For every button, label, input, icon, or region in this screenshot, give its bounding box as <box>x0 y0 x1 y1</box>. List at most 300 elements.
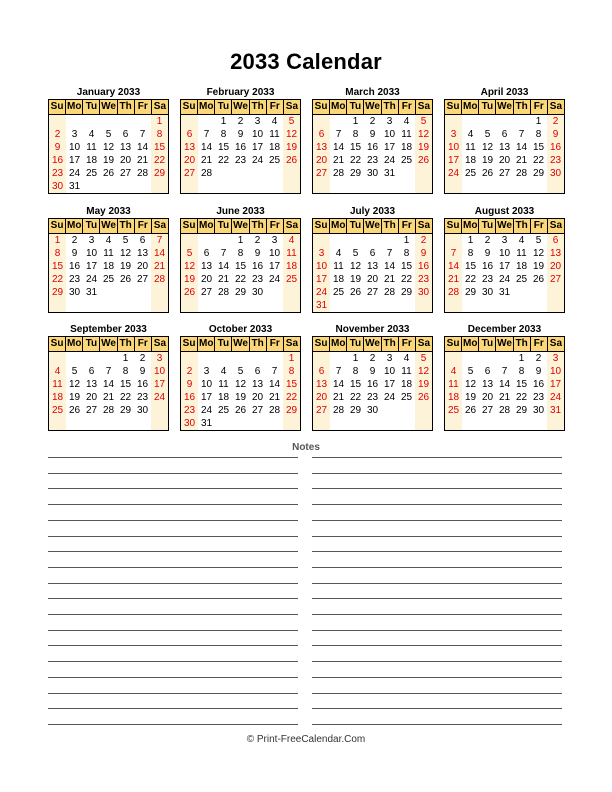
note-line[interactable] <box>312 473 562 474</box>
weekday-header: Su <box>182 220 196 231</box>
empty-day-cell <box>462 417 479 430</box>
day-cell: 4 <box>403 116 410 127</box>
day-cell: 4 <box>450 366 457 377</box>
weekday-header: Tu <box>346 219 363 233</box>
note-line[interactable] <box>312 645 562 646</box>
day-cell: 21 <box>498 392 511 403</box>
note-line[interactable] <box>48 677 298 678</box>
day-cell: 20 <box>183 155 196 166</box>
month-body <box>444 218 565 313</box>
empty-day-cell <box>547 180 564 193</box>
note-line[interactable] <box>48 693 298 694</box>
empty-day-cell <box>151 180 168 193</box>
day-cell: 31 <box>498 287 511 298</box>
note-line[interactable] <box>312 520 562 521</box>
weekday-header: We <box>365 101 380 112</box>
note-line[interactable] <box>312 630 562 631</box>
empty-day-cell <box>66 115 83 128</box>
day-cell: 26 <box>532 274 545 285</box>
empty-day-cell <box>381 417 398 430</box>
note-line[interactable] <box>312 488 562 489</box>
day-cell: 9 <box>535 366 542 377</box>
day-cell: 24 <box>498 274 511 285</box>
empty-day-cell <box>249 180 266 193</box>
empty-day-cell <box>462 352 479 365</box>
day-cell: 6 <box>484 366 491 377</box>
weekday-header: Sa <box>415 100 432 114</box>
day-cell: 22 <box>515 392 528 403</box>
empty-day-cell <box>364 180 381 193</box>
day-grid <box>49 115 168 193</box>
day-cell: 20 <box>251 392 264 403</box>
note-line[interactable] <box>48 473 298 474</box>
day-cell: 9 <box>369 366 376 377</box>
day-grid <box>313 234 432 312</box>
note-line[interactable] <box>312 614 562 615</box>
day-cell: 29 <box>515 405 528 416</box>
note-line[interactable] <box>48 536 298 537</box>
empty-day-cell <box>479 299 496 312</box>
empty-day-cell <box>151 404 168 417</box>
empty-day-cell <box>398 299 415 312</box>
day-cell: 13 <box>85 379 98 390</box>
day-cell: 7 <box>156 235 163 246</box>
day-cell: 22 <box>285 392 298 403</box>
day-cell: 21 <box>217 274 230 285</box>
empty-day-cell <box>513 115 530 128</box>
day-cell: 10 <box>549 366 562 377</box>
empty-day-cell <box>266 352 283 365</box>
empty-day-cell <box>381 180 398 193</box>
note-line[interactable] <box>48 488 298 489</box>
day-cell: 24 <box>251 155 264 166</box>
day-cell: 13 <box>315 379 328 390</box>
day-cell: 15 <box>464 261 477 272</box>
day-cell: 21 <box>153 261 166 272</box>
empty-day-cell <box>215 352 232 365</box>
empty-day-cell <box>100 115 117 128</box>
day-cell: 27 <box>481 405 494 416</box>
day-cell: 27 <box>366 287 379 298</box>
day-cell: 22 <box>349 155 362 166</box>
month-calendar <box>444 86 565 194</box>
day-cell: 25 <box>102 274 115 285</box>
month-title: August 2033 <box>474 206 535 217</box>
day-cell: 10 <box>153 366 166 377</box>
empty-day-cell <box>117 180 134 193</box>
weekday-header: Mo <box>462 338 478 349</box>
day-cell: 19 <box>481 155 494 166</box>
day-cell: 28 <box>268 405 281 416</box>
weekday-header: Su <box>50 101 64 112</box>
empty-day-cell <box>181 234 198 247</box>
note-line[interactable] <box>48 708 298 709</box>
empty-day-cell <box>49 417 66 430</box>
note-line[interactable] <box>312 536 562 537</box>
day-cell: 7 <box>335 366 342 377</box>
empty-day-cell <box>496 417 513 430</box>
day-cell: 22 <box>153 155 166 166</box>
day-cell: 26 <box>464 405 477 416</box>
empty-day-cell <box>530 180 547 193</box>
day-cell: 1 <box>156 116 163 127</box>
note-line[interactable] <box>312 708 562 709</box>
day-cell: 14 <box>153 248 166 259</box>
day-cell: 28 <box>383 287 396 298</box>
note-line[interactable] <box>312 567 562 568</box>
empty-day-cell <box>347 180 364 193</box>
day-cell: 28 <box>515 168 528 179</box>
day-cell: 7 <box>220 248 227 259</box>
day-grid <box>313 352 432 430</box>
day-cell: 26 <box>481 168 494 179</box>
day-cell: 18 <box>447 392 460 403</box>
day-cell: 19 <box>417 142 430 153</box>
weekday-header: Mo <box>198 338 214 349</box>
weekday-header-row <box>445 219 564 234</box>
day-cell: 20 <box>498 155 511 166</box>
empty-day-cell <box>100 299 117 312</box>
day-cell: 20 <box>119 155 132 166</box>
day-grid <box>49 234 168 312</box>
weekday-header: We <box>233 101 248 112</box>
day-cell: 27 <box>315 168 328 179</box>
empty-day-cell <box>530 299 547 312</box>
empty-day-cell <box>513 286 530 299</box>
day-cell: 29 <box>349 168 362 179</box>
empty-day-cell <box>445 417 462 430</box>
day-cell: 27 <box>200 287 213 298</box>
day-cell: 10 <box>315 261 328 272</box>
day-cell: 2 <box>254 235 261 246</box>
day-cell: 25 <box>332 287 345 298</box>
note-line[interactable] <box>312 693 562 694</box>
day-cell: 1 <box>403 235 410 246</box>
weekday-header: Sa <box>415 219 432 233</box>
empty-day-cell <box>232 167 249 180</box>
empty-day-cell <box>313 352 330 365</box>
empty-day-cell <box>313 180 330 193</box>
day-cell: 9 <box>237 129 244 140</box>
day-cell: 11 <box>218 379 229 390</box>
day-cell: 29 <box>153 168 166 179</box>
weekday-header: Sa <box>547 337 564 351</box>
weekday-header: Su <box>182 101 196 112</box>
empty-day-cell <box>198 115 215 128</box>
note-line[interactable] <box>48 645 298 646</box>
day-cell: 16 <box>481 261 494 272</box>
empty-day-cell <box>181 352 198 365</box>
day-grid <box>313 115 432 193</box>
weekday-header: Fr <box>266 219 283 233</box>
empty-day-cell <box>462 115 479 128</box>
day-cell: 24 <box>447 168 460 179</box>
day-cell: 3 <box>271 235 278 246</box>
day-cell: 25 <box>85 168 98 179</box>
weekday-header: Mo <box>330 338 346 349</box>
day-cell: 2 <box>139 353 146 364</box>
day-cell: 28 <box>217 287 230 298</box>
weekday-header: We <box>365 220 380 231</box>
day-cell: 16 <box>251 261 264 272</box>
note-line[interactable] <box>48 567 298 568</box>
day-cell: 27 <box>136 274 149 285</box>
note-line[interactable] <box>312 677 562 678</box>
day-cell: 29 <box>464 287 477 298</box>
day-cell: 11 <box>86 142 97 153</box>
day-cell: 12 <box>102 142 115 153</box>
note-line[interactable] <box>312 661 562 662</box>
day-cell: 12 <box>234 379 247 390</box>
month-calendar <box>180 86 301 194</box>
empty-day-cell <box>100 352 117 365</box>
day-cell: 15 <box>515 379 528 390</box>
day-cell: 13 <box>200 261 213 272</box>
empty-day-cell <box>330 180 347 193</box>
day-cell: 14 <box>136 142 149 153</box>
empty-day-cell <box>496 352 513 365</box>
empty-day-cell <box>283 180 300 193</box>
weekday-header: Tu <box>478 219 495 233</box>
day-cell: 18 <box>332 274 345 285</box>
month-title: January 2033 <box>76 87 141 98</box>
empty-day-cell <box>330 234 347 247</box>
weekday-header: Fr <box>398 337 415 351</box>
empty-day-cell <box>398 180 415 193</box>
day-cell: 17 <box>549 379 562 390</box>
note-line[interactable] <box>312 724 562 725</box>
empty-day-cell <box>364 299 381 312</box>
day-cell: 12 <box>417 129 430 140</box>
empty-day-cell <box>66 299 83 312</box>
day-cell: 11 <box>286 248 297 259</box>
note-line[interactable] <box>48 630 298 631</box>
day-cell: 8 <box>220 129 227 140</box>
empty-day-cell <box>198 352 215 365</box>
day-cell: 24 <box>383 155 396 166</box>
day-cell: 23 <box>51 168 64 179</box>
weekday-header: Tu <box>82 100 99 114</box>
month-calendar <box>444 205 565 313</box>
empty-day-cell <box>215 417 232 430</box>
day-cell: 16 <box>51 155 64 166</box>
day-cell: 20 <box>200 274 213 285</box>
day-cell: 28 <box>102 405 115 416</box>
weekday-header: Th <box>513 337 530 351</box>
month-calendar <box>312 205 433 313</box>
month-title: June 2033 <box>216 206 265 217</box>
day-cell: 1 <box>220 116 227 127</box>
day-cell: 26 <box>102 168 115 179</box>
day-cell: 5 <box>420 353 427 364</box>
weekday-header: Tu <box>214 337 231 351</box>
day-cell: 28 <box>200 168 213 179</box>
empty-day-cell <box>330 417 347 430</box>
day-cell: 23 <box>417 274 430 285</box>
day-cell: 7 <box>139 129 146 140</box>
note-line[interactable] <box>312 583 562 584</box>
day-cell: 4 <box>467 129 474 140</box>
day-cell: 3 <box>501 235 508 246</box>
empty-day-cell <box>49 352 66 365</box>
weekday-header: We <box>497 101 512 112</box>
note-line[interactable] <box>48 614 298 615</box>
day-cell: 16 <box>366 142 379 153</box>
day-cell: 27 <box>498 168 511 179</box>
empty-day-cell <box>513 180 530 193</box>
empty-day-cell <box>496 299 513 312</box>
day-cell: 8 <box>403 248 410 259</box>
empty-day-cell <box>283 417 300 430</box>
empty-day-cell <box>415 180 432 193</box>
empty-day-cell <box>151 417 168 430</box>
day-cell: 6 <box>122 129 129 140</box>
day-cell: 6 <box>369 248 376 259</box>
month-calendar <box>444 323 565 431</box>
note-line[interactable] <box>312 457 562 458</box>
month-calendar <box>312 86 433 194</box>
empty-day-cell <box>266 299 283 312</box>
note-line[interactable] <box>312 504 562 505</box>
empty-day-cell <box>415 404 432 417</box>
empty-day-cell <box>398 417 415 430</box>
note-line[interactable] <box>48 504 298 505</box>
note-line[interactable] <box>48 661 298 662</box>
empty-day-cell <box>496 115 513 128</box>
empty-day-cell <box>249 352 266 365</box>
empty-day-cell <box>479 417 496 430</box>
day-cell: 6 <box>501 129 508 140</box>
day-cell: 15 <box>349 379 362 390</box>
day-cell: 14 <box>268 379 281 390</box>
note-line[interactable] <box>48 551 298 552</box>
day-cell: 25 <box>217 405 230 416</box>
day-cell: 19 <box>285 142 298 153</box>
day-cell: 7 <box>271 366 278 377</box>
weekday-header: Fr <box>530 219 547 233</box>
empty-day-cell <box>283 286 300 299</box>
month-calendar <box>180 323 301 431</box>
day-cell: 26 <box>68 405 81 416</box>
weekday-header: Fr <box>266 337 283 351</box>
day-cell: 8 <box>156 129 163 140</box>
weekday-header: Fr <box>398 100 415 114</box>
weekday-header: Su <box>314 101 328 112</box>
day-cell: 17 <box>498 261 511 272</box>
note-line[interactable] <box>312 598 562 599</box>
day-cell: 17 <box>153 379 166 390</box>
day-grid <box>445 352 564 430</box>
note-line[interactable] <box>48 724 298 725</box>
day-cell: 15 <box>400 261 413 272</box>
day-cell: 8 <box>122 366 129 377</box>
day-cell: 22 <box>51 274 64 285</box>
day-cell: 6 <box>88 366 95 377</box>
weekday-header: Tu <box>82 337 99 351</box>
empty-day-cell <box>198 299 215 312</box>
day-cell: 8 <box>518 366 525 377</box>
day-cell: 11 <box>516 248 527 259</box>
day-cell: 26 <box>417 155 430 166</box>
empty-day-cell <box>313 115 330 128</box>
month-title: April 2033 <box>480 87 529 98</box>
weekday-header: Sa <box>283 337 300 351</box>
empty-day-cell <box>117 286 134 299</box>
day-cell: 1 <box>54 235 61 246</box>
day-cell: 14 <box>200 142 213 153</box>
note-line[interactable] <box>48 583 298 584</box>
day-cell: 21 <box>332 155 345 166</box>
day-cell: 11 <box>465 142 476 153</box>
empty-day-cell <box>83 115 100 128</box>
day-cell: 16 <box>417 261 430 272</box>
empty-day-cell <box>66 417 83 430</box>
day-cell: 14 <box>332 379 345 390</box>
note-line[interactable] <box>312 551 562 552</box>
weekday-header: Fr <box>398 219 415 233</box>
day-cell: 18 <box>85 155 98 166</box>
day-cell: 16 <box>366 379 379 390</box>
day-cell: 7 <box>335 129 342 140</box>
day-cell: 22 <box>234 274 247 285</box>
day-cell: 6 <box>186 129 193 140</box>
day-cell: 29 <box>234 287 247 298</box>
month-body <box>444 336 565 431</box>
note-line[interactable] <box>48 520 298 521</box>
day-grid <box>181 352 300 430</box>
weekday-header: We <box>101 338 116 349</box>
weekday-header: Tu <box>214 219 231 233</box>
day-cell: 12 <box>183 261 196 272</box>
weekday-header: Sa <box>547 100 564 114</box>
weekday-header: We <box>365 338 380 349</box>
day-cell: 7 <box>501 366 508 377</box>
day-cell: 1 <box>352 353 359 364</box>
day-cell: 4 <box>105 235 112 246</box>
weekday-header-row <box>313 100 432 115</box>
day-cell: 1 <box>288 353 295 364</box>
empty-day-cell <box>398 404 415 417</box>
day-cell: 18 <box>285 261 298 272</box>
note-line[interactable] <box>48 457 298 458</box>
day-cell: 18 <box>268 142 281 153</box>
day-cell: 25 <box>515 274 528 285</box>
empty-day-cell <box>479 180 496 193</box>
day-cell: 5 <box>186 248 193 259</box>
empty-day-cell <box>547 299 564 312</box>
day-cell: 4 <box>54 366 61 377</box>
empty-day-cell <box>249 167 266 180</box>
day-cell: 5 <box>237 366 244 377</box>
day-cell: 26 <box>285 155 298 166</box>
day-cell: 30 <box>532 405 545 416</box>
weekday-header: Mo <box>66 101 82 112</box>
empty-day-cell <box>117 417 134 430</box>
weekday-header: Su <box>446 338 460 349</box>
weekday-header: Th <box>117 219 134 233</box>
day-cell: 22 <box>119 392 132 403</box>
day-cell: 18 <box>515 261 528 272</box>
day-cell: 10 <box>383 366 396 377</box>
day-cell: 16 <box>234 142 247 153</box>
note-line[interactable] <box>48 598 298 599</box>
weekday-header: Fr <box>530 100 547 114</box>
weekday-header: Mo <box>330 220 346 231</box>
day-grid <box>445 234 564 312</box>
day-cell: 30 <box>481 287 494 298</box>
month-body <box>180 99 301 194</box>
weekday-header: Th <box>117 100 134 114</box>
